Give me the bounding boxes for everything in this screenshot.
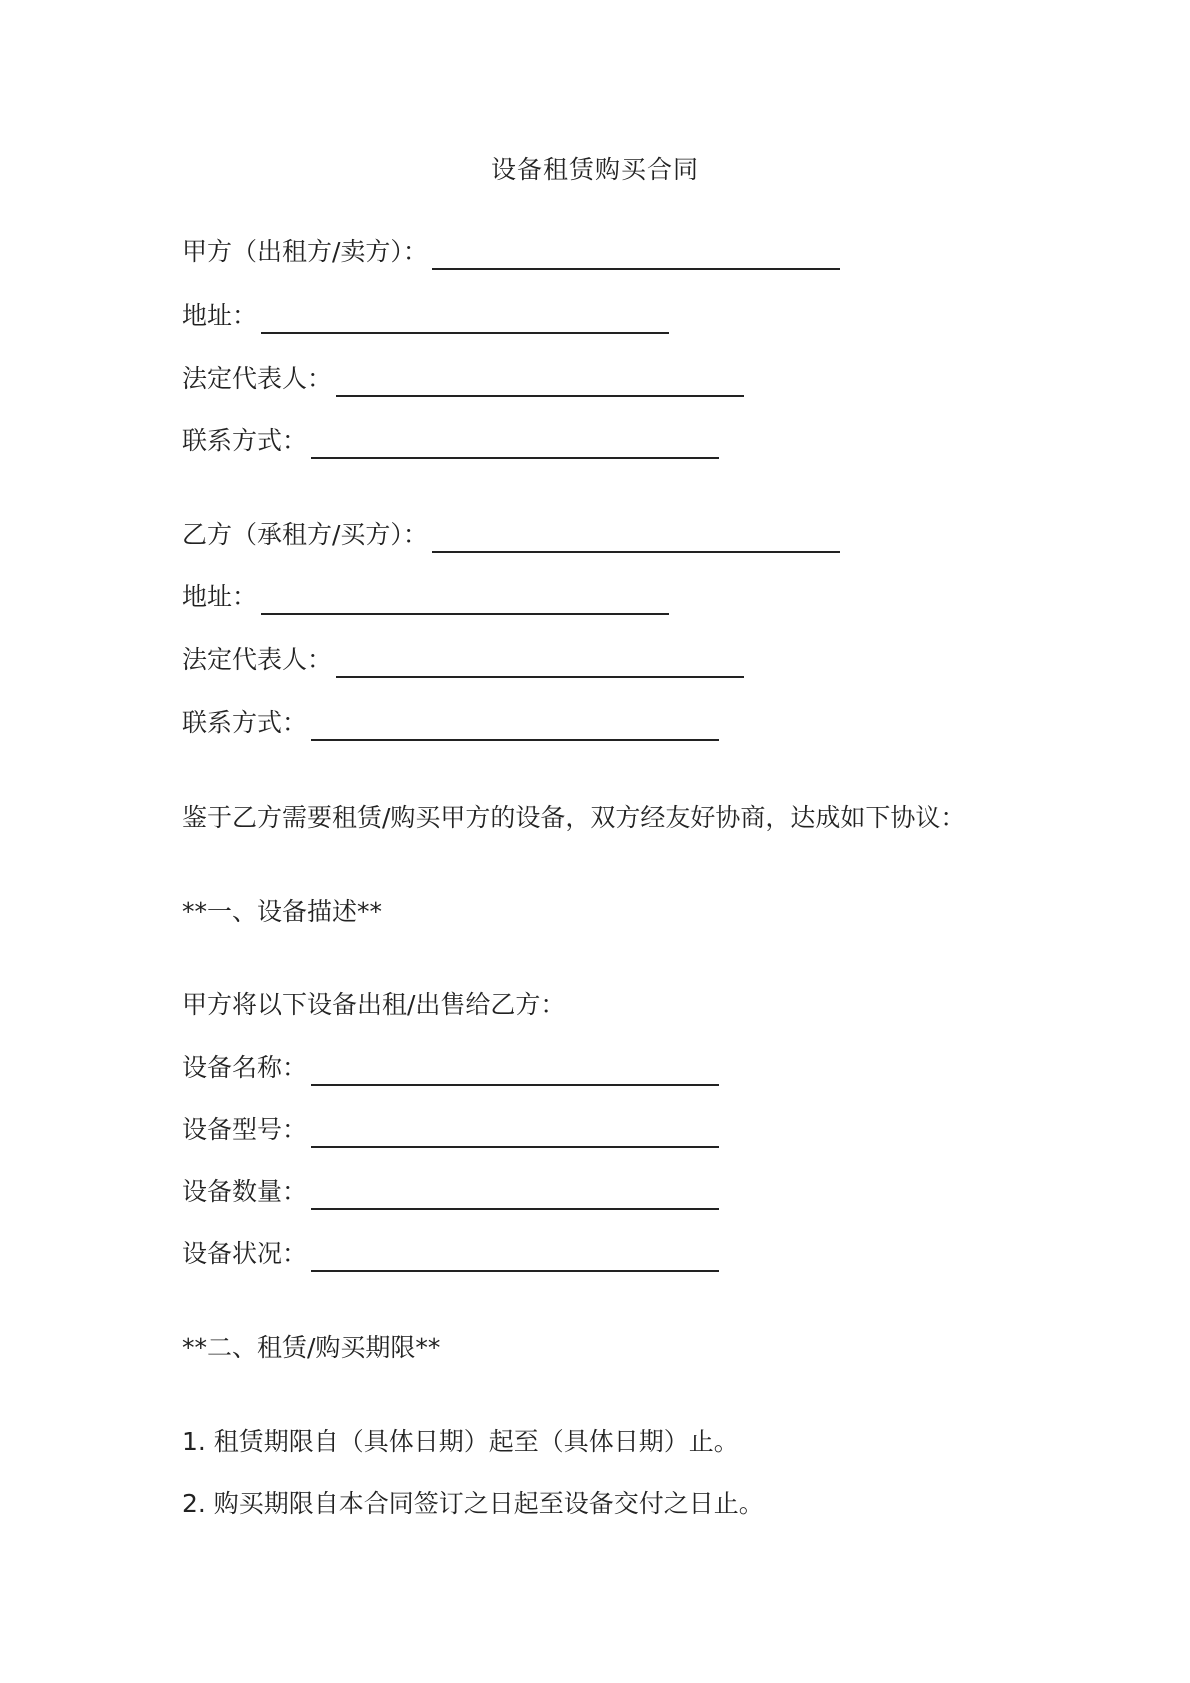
party-b-representative-row: [182, 642, 744, 678]
equipment-quantity-blank[interactable]: [311, 1182, 719, 1210]
party-a-contact-label: 联系方式：: [182, 426, 308, 455]
party-b-name-blank[interactable]: [432, 525, 840, 553]
equipment-condition-label: 设备状况：: [182, 1239, 308, 1268]
equipment-name-label: 设备名称：: [182, 1053, 308, 1082]
party-b-address-label: 地址：: [182, 582, 258, 611]
party-a-address-label: 地址：: [182, 301, 258, 330]
party-a-name-row: [182, 234, 840, 270]
section2-item2: 2. 购买期限自本合同签订之日起至设备交付之日止。: [182, 1489, 764, 1518]
party-b-name-row: [182, 517, 840, 553]
equipment-model-row: [182, 1112, 719, 1148]
party-b-heading: 乙方（承租方/买方）：: [182, 520, 428, 549]
party-b-contact-blank[interactable]: [311, 713, 719, 741]
party-a-heading: 甲方（出租方/卖方）：: [182, 237, 428, 266]
party-a-representative-blank[interactable]: [336, 369, 744, 397]
party-a-address-blank[interactable]: [261, 306, 669, 334]
party-a-contact-blank[interactable]: [311, 431, 719, 459]
equipment-model-label: 设备型号：: [182, 1115, 308, 1144]
preamble-text: 鉴于乙方需要租赁/购买甲方的设备，双方经友好协商，达成如下协议：: [182, 803, 966, 832]
equipment-model-blank[interactable]: [311, 1120, 719, 1148]
party-b-address-blank[interactable]: [261, 587, 669, 615]
party-a-representative-row: [182, 361, 744, 397]
equipment-condition-row: [182, 1236, 719, 1272]
equipment-name-row: [182, 1050, 719, 1086]
party-b-address-row: [182, 579, 669, 615]
party-b-representative-blank[interactable]: [336, 650, 744, 678]
equipment-name-blank[interactable]: [311, 1058, 719, 1086]
party-a-address-row: [182, 298, 669, 334]
section1-intro: 甲方将以下设备出租/出售给乙方：: [182, 990, 566, 1019]
party-a-contact-row: [182, 423, 719, 459]
party-b-representative-label: 法定代表人：: [182, 645, 333, 674]
equipment-quantity-label: 设备数量：: [182, 1177, 308, 1206]
party-a-representative-label: 法定代表人：: [182, 364, 333, 393]
party-b-contact-label: 联系方式：: [182, 708, 308, 737]
party-a-name-blank[interactable]: [432, 242, 840, 270]
section1-heading: **一、设备描述**: [182, 897, 383, 926]
party-b-contact-row: [182, 705, 719, 741]
section2-item1: 1. 租赁期限自（具体日期）起至（具体日期）止。: [182, 1427, 739, 1456]
equipment-quantity-row: [182, 1174, 719, 1210]
section2-heading: **二、租赁/购买期限**: [182, 1333, 441, 1362]
equipment-condition-blank[interactable]: [311, 1244, 719, 1272]
page-title: 设备租赁购买合同: [490, 155, 699, 184]
